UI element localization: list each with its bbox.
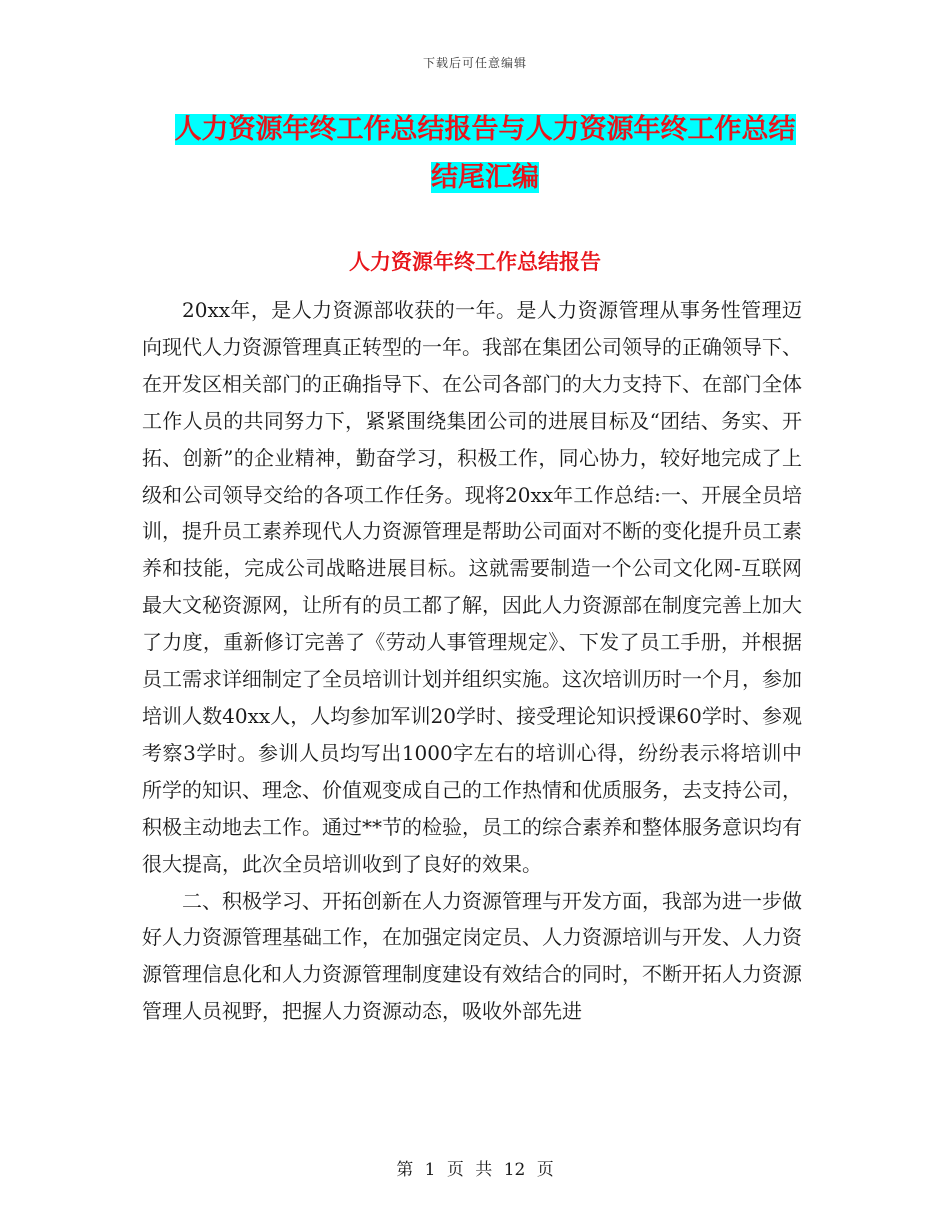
paragraph: 20xx年，是人力资源部收获的一年。是人力资源管理从事务性管理迈向现代人力资源管理真正转型的一年。我部在集团公司领导的正确领导下、在开发区相关部门的正确指导下、在公司各部门的大力支持下、在部门全体工作人员的共同努力下，紧紧围绕集团公司的进展目标及“团结、务实、开拓、创新”的企业精神，勤奋学习，积极工作，同心协力，较好地完成了上级和公司领导交给的各项工作任务。现将20xx年工作总结:一、开展全员培训，提升员工素养现代人力资源管理是帮助公司面对不断的变化提升员工素养和技能，完成公司战略进展目标。这就需要制造一个公司文化网-互联网最大文秘资源网，让所有的员工都了解，因此人力资源部在制度完善上加大了力度，重新修订完善了《劳动人事管理规定》、下发了员工手册，并根据员工需求详细制定了全员培训计划并组织实施。这次培训历时一个月，参加培训人数40xx人，人均参加军训20学时、接受理论知识授课60学时、参观考察3学时。参训人员均写出1000字左右的培训心得，纷纷表示将培训中所学的知识、理念、价值观变成自己的工作热情和优质服务，去支持公司，积极主动地去工作。通过**节的检验，员工的综合素养和整体服务意识均有很大提高，此次全员培训收到了良好的效果。 bbox=[142, 298, 802, 876]
page-number: 第 1 页 共 12 页 bbox=[396, 1160, 554, 1180]
header-note: 下载后可任意编辑 bbox=[422, 56, 527, 70]
paragraph: 二、积极学习、开拓创新在人力资源管理与开发方面，我部为进一步做好人力资源管理基础工作，在加强定岗定员、人力资源培训与开发、人力资源管理信息化和人力资源管理制度建设有效结合的同时，不断开拓人力资源管理人员视野，把握人力资源动态，吸收外部先进 bbox=[142, 888, 802, 1024]
document-body bbox=[142, 292, 802, 1030]
document-title-line2: 结尾汇编 bbox=[431, 162, 539, 193]
section-title: 人力资源年终工作总结报告 bbox=[349, 250, 601, 274]
document-title-line1: 人力资源年终工作总结报告与人力资源年终工作总结 bbox=[174, 114, 796, 145]
document-title bbox=[140, 106, 830, 202]
